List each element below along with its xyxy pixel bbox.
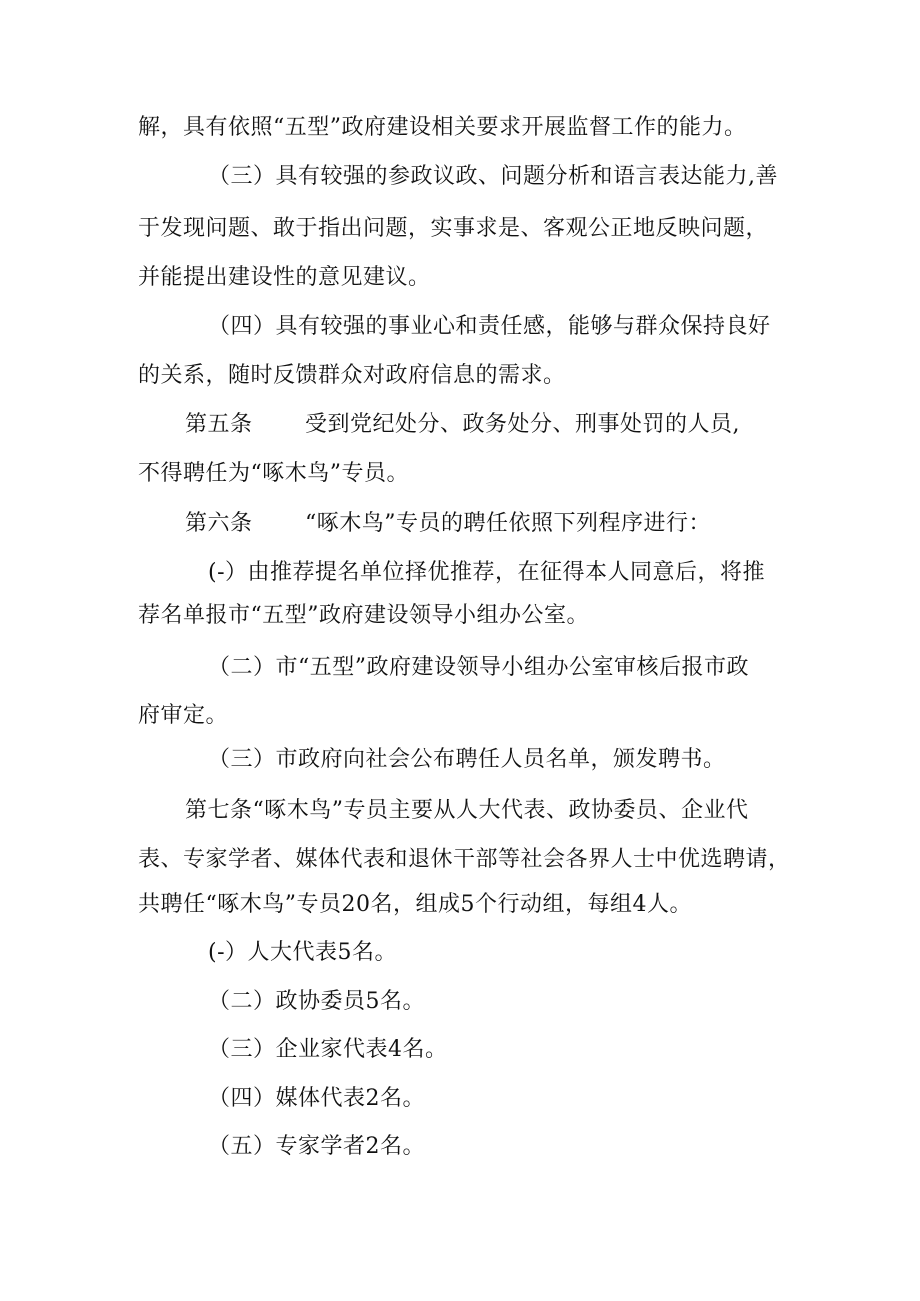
text-line: 的关系，随时反馈群众对政府信息的需求。: [138, 363, 566, 388]
text-line: (-）由推荐提名单位择优推荐，在征得本人同意后，将推: [208, 560, 766, 585]
text-line: 不得聘任为“啄木鸟”专员。: [138, 461, 409, 486]
text-line: （四）具有较强的事业心和责任感，能够与群众保持良好: [208, 314, 771, 339]
list-item: （三）企业家代表4名。: [208, 1037, 448, 1062]
article-heading: 第五条: [185, 412, 253, 437]
text-line: 府审定。: [138, 703, 229, 728]
list-item: （二）政协委员5名。: [208, 989, 425, 1014]
text-line: （三）具有较强的参政议政、问题分析和语言表达能力,善: [208, 164, 778, 189]
text-line: “啄木鸟”专员的聘任依照下列程序进行：: [305, 511, 711, 536]
list-item: （五）专家学者2名。: [208, 1134, 425, 1159]
text-line: 解，具有依照“五型”政府建设相关要求开展监督工作的能力。: [138, 115, 747, 140]
list-item: (-）人大代表5名。: [208, 940, 398, 965]
text-line: 荐名单报市“五型”政府建设领导小组办公室。: [138, 603, 589, 628]
text-line: 表、专家学者、媒体代表和退休干部等社会各界人士中优选聘请，: [138, 847, 791, 872]
text-line: （二）市“五型”政府建设领导小组办公室审核后报市政: [208, 655, 749, 680]
text-line: 并能提出建设性的意见建议。: [138, 265, 431, 290]
text-line: 受到党纪处分、政务处分、刑事处罚的人员,: [305, 412, 740, 437]
text-line: 第七条“啄木鸟”专员主要从人大代表、政协委员、企业代: [185, 798, 749, 823]
text-line: 于发现问题、敢于指出问题，实事求是、客观公正地反映问题，: [138, 216, 769, 241]
text-line: 共聘任“啄木鸟”专员20名，组成5个行动组，每组4人。: [138, 892, 692, 917]
list-item: （四）媒体代表2名。: [208, 1086, 425, 1111]
article-heading: 第六条: [185, 511, 253, 536]
text-line: （三）市政府向社会公布聘任人员名单，颁发聘书。: [208, 747, 726, 772]
